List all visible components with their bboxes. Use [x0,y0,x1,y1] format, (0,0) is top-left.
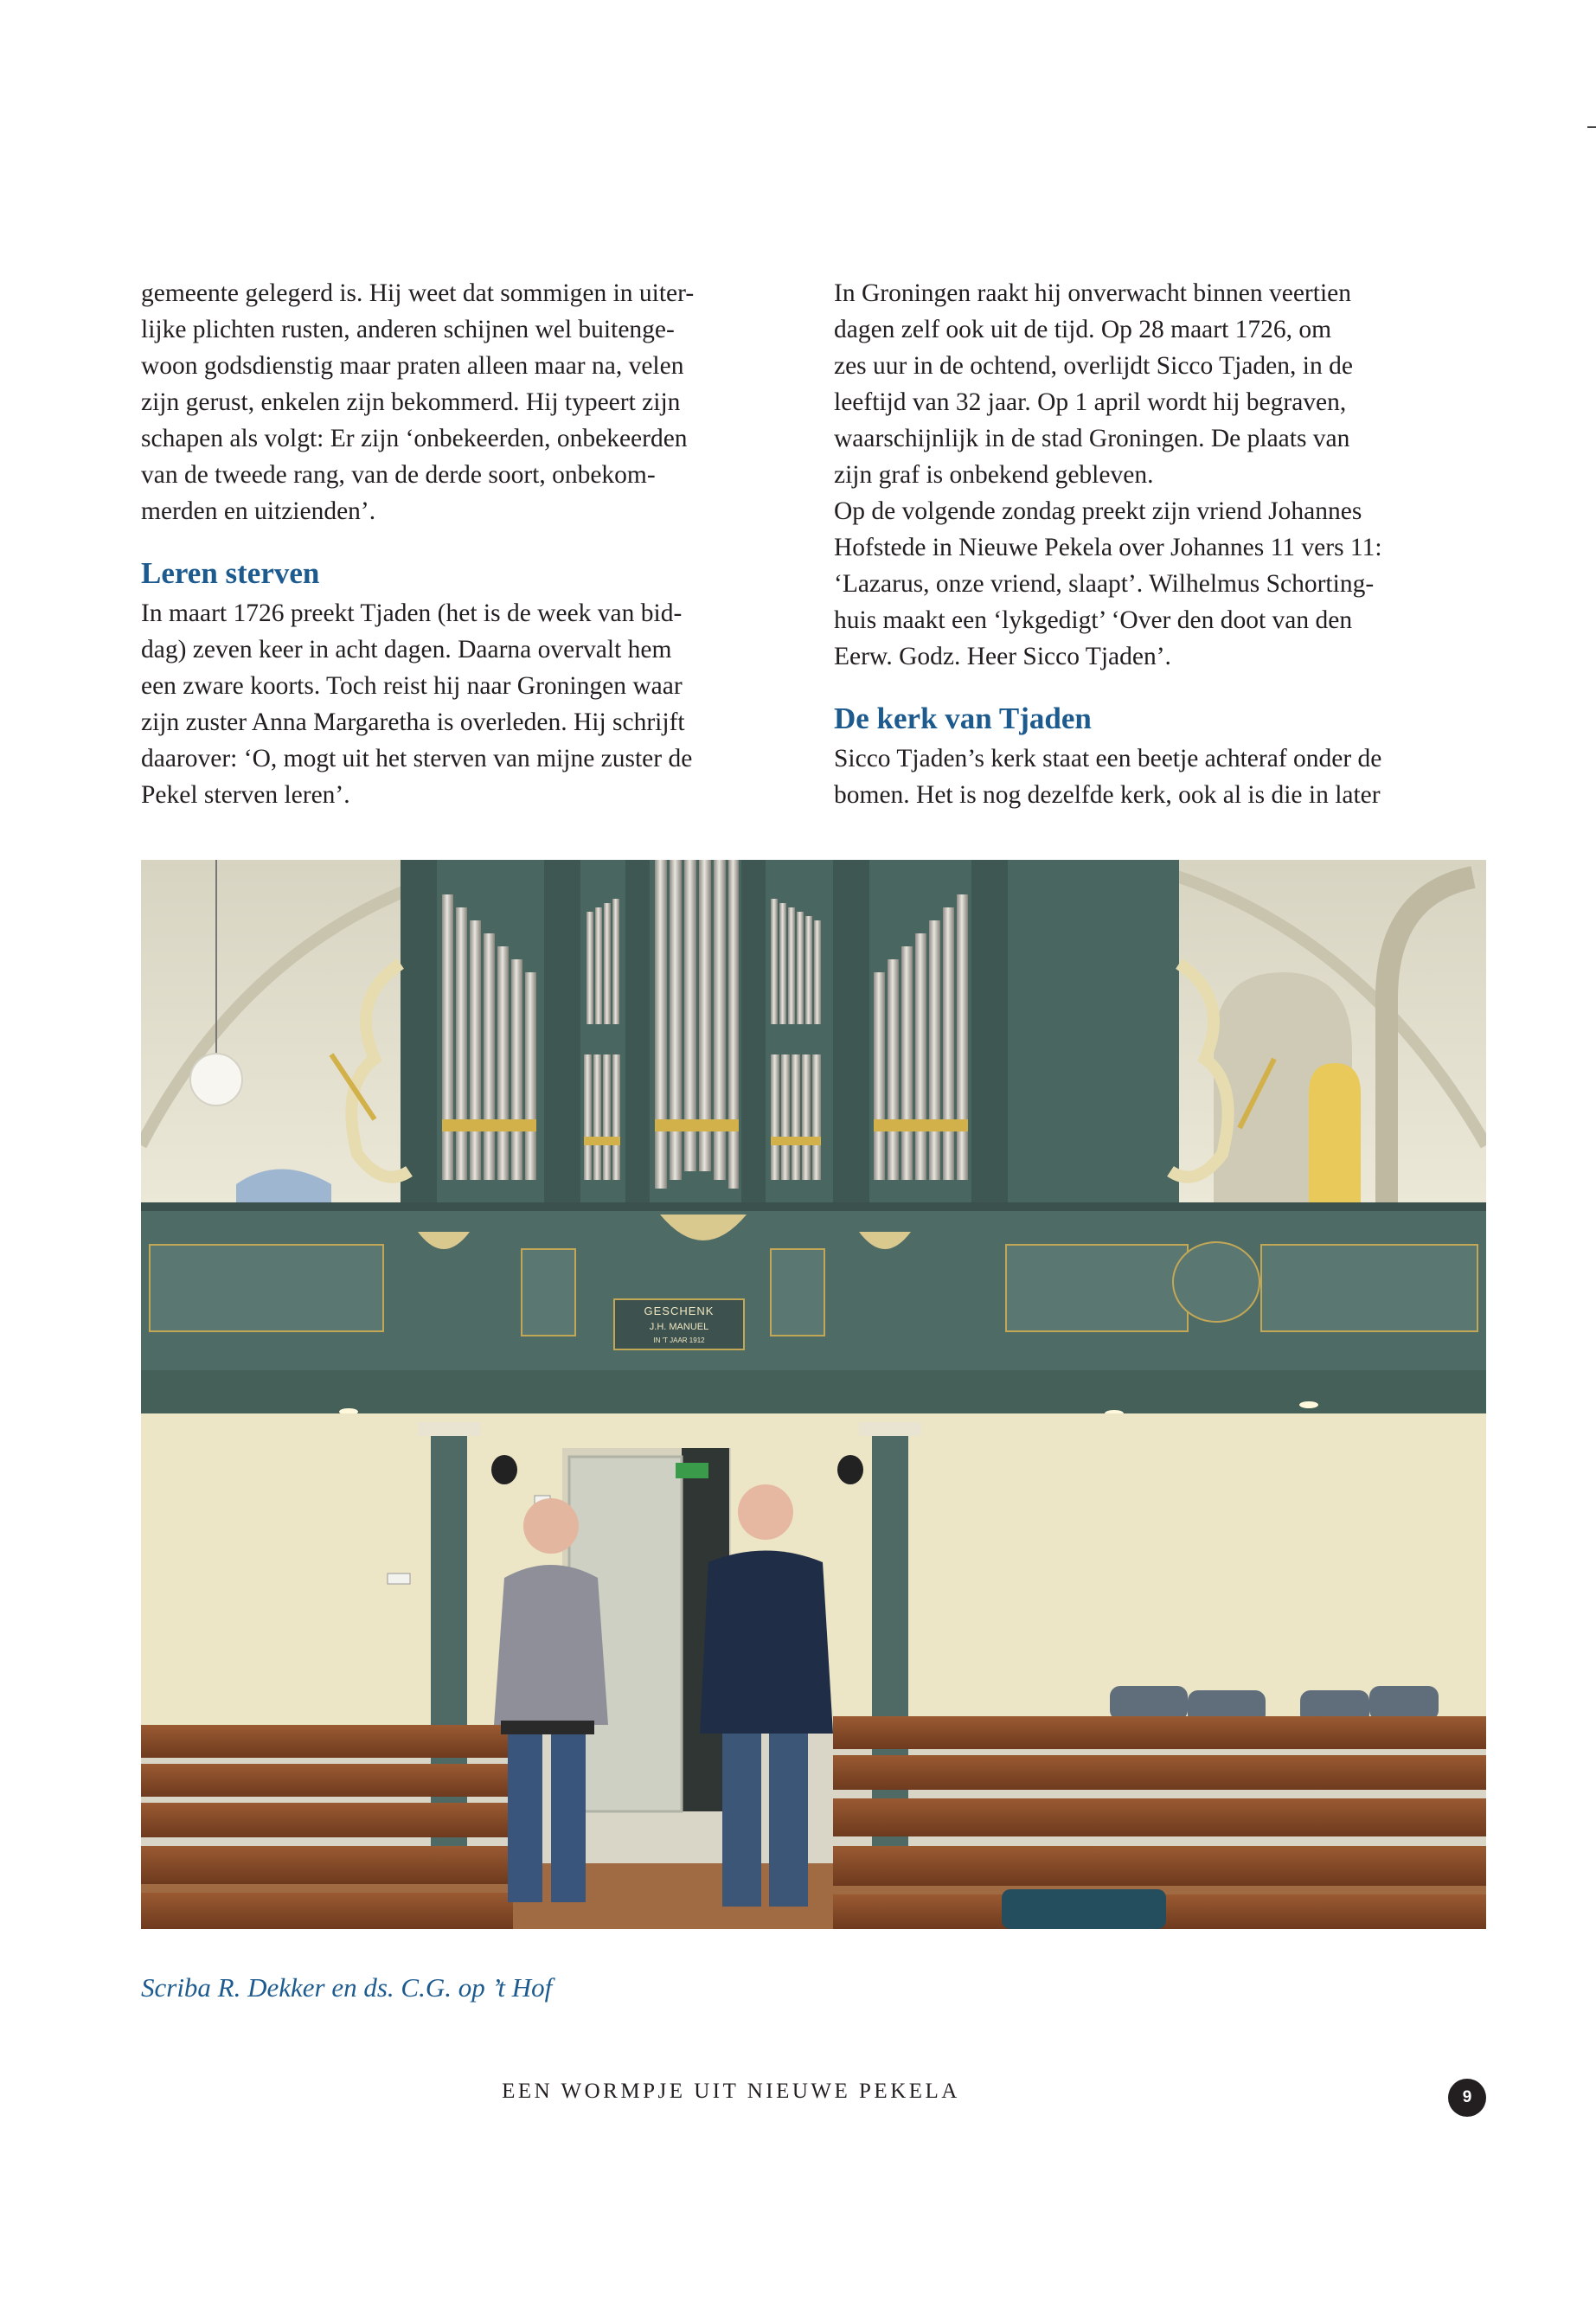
crop-mark [1587,126,1596,128]
text-line: ‘Lazarus, onze vriend, slaapt’. Wilhelmus Schorting- [834,570,1375,598]
church-interior-photo [141,860,1486,1929]
wall-hat [491,1455,517,1484]
text-line: huis maakt een ‘lykgedigt’ ‘Over den doot van den [834,606,1353,634]
text-line: bomen. Het is nog dezelfde kerk, ook al is die in later [834,781,1381,809]
column-capital [418,1422,480,1436]
text-line: Hofstede in Nieuwe Pekela over Johannes 11 vers 11: [834,534,1382,561]
organ-pipes-lower-right [771,1054,821,1180]
marble-column [431,1431,467,1915]
plaque-line: IN 'T JAAR 1912 [653,1336,705,1344]
organ-pillar [544,860,580,1206]
column-capital [859,1422,921,1436]
left-intro-paragraph [141,275,798,529]
organ-pillar [741,860,766,1206]
gallery-cornice [141,1202,1486,1211]
text-line: woon godsdienstig maar praten alleen maar na, velen [141,352,684,380]
plaque-line: GESCHENK [644,1304,715,1317]
text-line: zijn gerust, enkelen zijn bekommerd. Hij typeert zijn [141,388,681,416]
pendant-lamp [190,1054,242,1106]
leren-sterven-paragraph [141,595,798,813]
text-line: zijn graf is onbekend gebleven. [834,461,1154,489]
stained-glass-window [1309,1063,1361,1206]
section-heading-leren-sterven: Leren sterven [141,556,320,590]
running-footer-title: EEN WORMPJE UIT NIEUWE PEKELA [502,2080,960,2103]
text-line: gemeente gelegerd is. Hij weet dat sommigen in uiter- [141,279,695,307]
pews-left [141,1725,513,1929]
balcony-medallion [1173,1242,1259,1322]
section-heading-de-kerk-van-tjaden: De kerk van Tjaden [834,702,1092,735]
text-line: Eerw. Godz. Heer Sicco Tjaden’. [834,643,1171,670]
balcony-panel [771,1249,824,1336]
text-line: zijn zuster Anna Margaretha is overleden. Hij schrijft [141,708,685,736]
text-line: dagen zelf ook uit de tijd. Op 28 maart 1726, om [834,316,1332,343]
balcony-panel [1006,1245,1188,1331]
photo-illustration [141,860,1486,1929]
right-column [834,275,1491,813]
text-line: een zware koorts. Toch reist hij naar Groningen waar [141,672,683,700]
photo-caption: Scriba R. Dekker en ds. C.G. op ’t Hof [141,1972,553,2003]
de-kerk-paragraph [834,740,1491,813]
text-line: leeftijd van 32 jaar. Op 1 april wordt hij begraven, [834,388,1347,416]
plaque-line: J.H. MANUEL [649,1322,709,1332]
text-line: schapen als volgt: Er zijn ‘onbekeerden, onbekeerden [141,425,688,452]
right-intro-paragraph [834,275,1491,675]
text-line: dag) zeven keer in acht dagen. Daarna overvalt hem [141,636,672,663]
text-line: In Groningen raakt hij onverwacht binnen veertien [834,279,1351,307]
balcony-panel [150,1245,383,1331]
organ-pillar [401,860,437,1206]
page-number-badge: 9 [1448,2079,1486,2117]
text-line: van de tweede rang, van de derde soort, onbekom- [141,461,656,489]
exit-sign [676,1463,708,1478]
text-line: zes uur in de ochtend, overlijdt Sicco Tjaden, in de [834,352,1353,380]
text-line: Op de volgende zondag preekt zijn vriend Johannes [834,497,1362,525]
text-line: merden en uitzienden’. [141,497,376,525]
text-line: Sicco Tjaden’s kerk staat een beetje achteraf onder de [834,745,1382,772]
text-line: waarschijnlijk in de stad Groningen. De plaats van [834,425,1350,452]
text-line: Pekel sterven leren’. [141,781,350,809]
organ-pillar [971,860,1008,1206]
text-line: In maart 1726 preekt Tjaden (het is de week van bid- [141,599,683,627]
organ-pillar [625,860,650,1206]
thermostat [388,1574,410,1584]
balcony-panel [1261,1245,1477,1331]
left-column [141,275,798,813]
marble-column [872,1431,908,1915]
balcony-panel [522,1249,575,1336]
organ-pillar [833,860,869,1206]
wall-hat [837,1455,863,1484]
front-chair [1002,1889,1166,1929]
text-line: lijke plichten rusten, anderen schijnen wel buitenge- [141,316,675,343]
text-line: daarover: ‘O, mogt uit het sterven van mijne zuster de [141,745,693,772]
balcony-ledge [141,1370,1486,1413]
